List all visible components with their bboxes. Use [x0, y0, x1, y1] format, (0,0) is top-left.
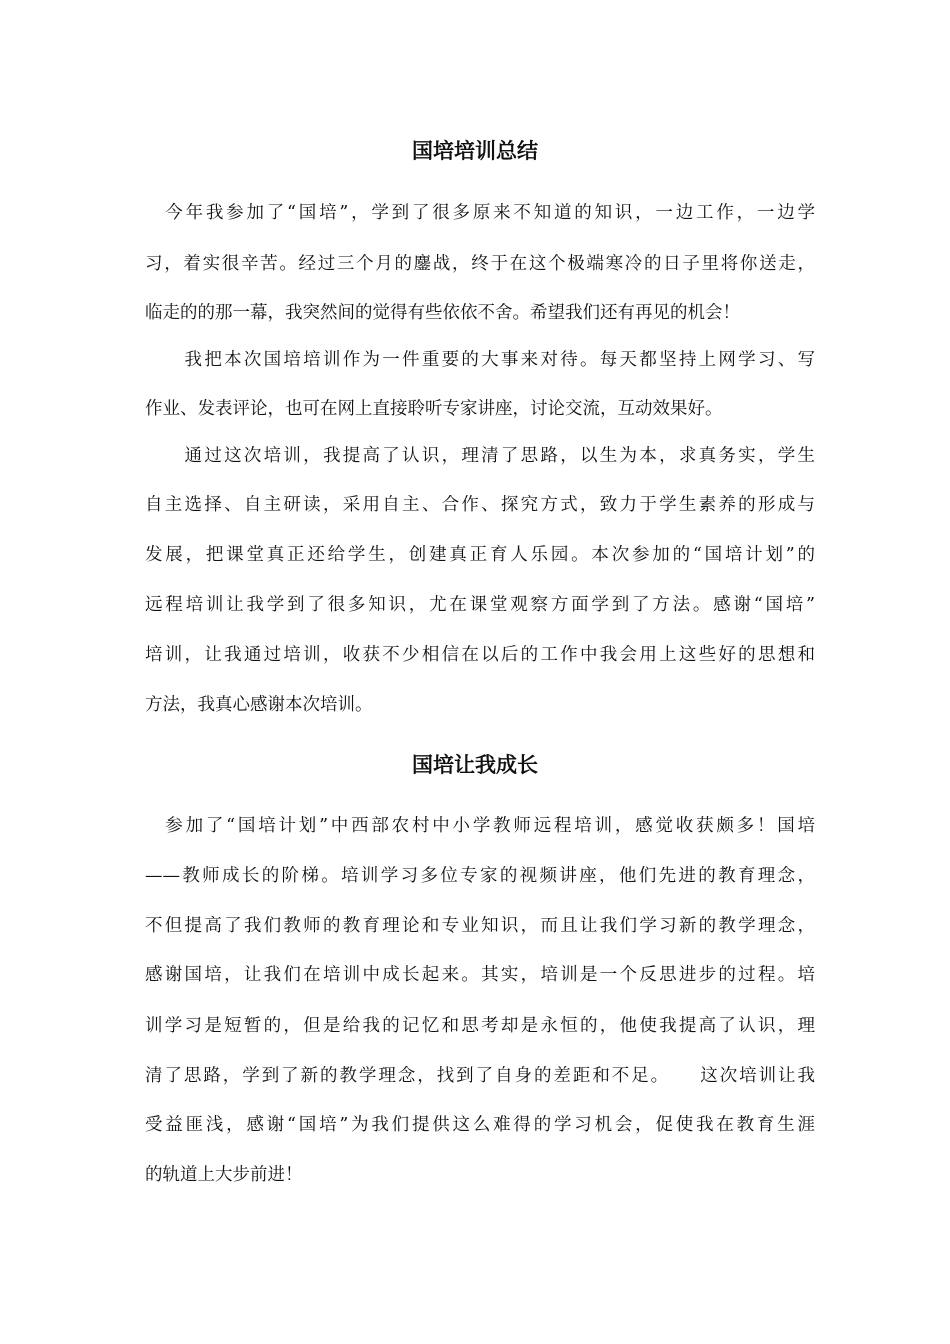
- section-2-line: 训学习是短暂的，但是给我的记忆和思考却是永恒的，他使我提高了认识，理: [145, 1016, 815, 1036]
- section-1-line: 远程培训让我学到了很多知识，尤在课堂观察方面学到了方法。感谢“国培”: [145, 595, 815, 615]
- section-1-line: 培训，让我通过培训，收获不少相信在以后的工作中我会用上这些好的思想和: [145, 645, 815, 665]
- section-2-line: 的轨道上大步前进！: [145, 1165, 303, 1185]
- section-2-line: 清了思路，学到了新的教学理念，找到了自身的差距和不足。 这次培训让我: [145, 1066, 815, 1086]
- section-2-line: ——教师成长的阶梯。培训学习多位专家的视频讲座，他们先进的教育理念，: [145, 866, 815, 886]
- section-2-line: 参加了“国培计划”中西部农村中小学教师远程培训，感觉收获颇多！国培: [145, 816, 815, 836]
- section-1-line: 通过这次培训，我提高了认识，理清了思路，以生为本，求真务实，学生: [145, 446, 815, 466]
- section-2-line: 感谢国培，让我们在培训中成长起来。其实，培训是一个反思进步的过程。培: [145, 965, 815, 985]
- section-1-line: 方法，我真心感谢本次培训。: [145, 695, 373, 715]
- section-1-line: 今年我参加了“国培”，学到了很多原来不知道的知识，一边工作，一边学: [145, 203, 815, 223]
- section-1-line: 作业、发表评论，也可在网上直接聆听专家讲座，讨论交流，互动效果好。: [145, 399, 723, 419]
- section-1-line: 我把本次国培培训作为一件重要的大事来对待。每天都坚持上网学习、写: [145, 350, 815, 370]
- section-1-title: 国培培训总结: [412, 138, 538, 163]
- section-1-line: 发展，把课堂真正还给学生，创建真正育人乐园。本次参加的“国培计划”的: [145, 545, 815, 565]
- section-2-line: 不但提高了我们教师的教育理论和专业知识，而且让我们学习新的教学理念，: [145, 916, 815, 936]
- section-2-title: 国培让我成长: [412, 752, 538, 777]
- section-1-line: 习，着实很辛苦。经过三个月的鏖战，终于在这个极端寒冷的日子里将你送走，: [145, 254, 815, 274]
- section-1-line: 自主选择、自主研读，采用自主、合作、探究方式，致力于学生素养的形成与: [145, 495, 815, 515]
- section-1-line: 临走的的那一幕，我突然间的觉得有些依依不舍。希望我们还有再见的机会！: [145, 303, 740, 323]
- section-2-line: 受益匪浅，感谢“国培”为我们提供这么难得的学习机会，促使我在教育生涯: [145, 1115, 815, 1135]
